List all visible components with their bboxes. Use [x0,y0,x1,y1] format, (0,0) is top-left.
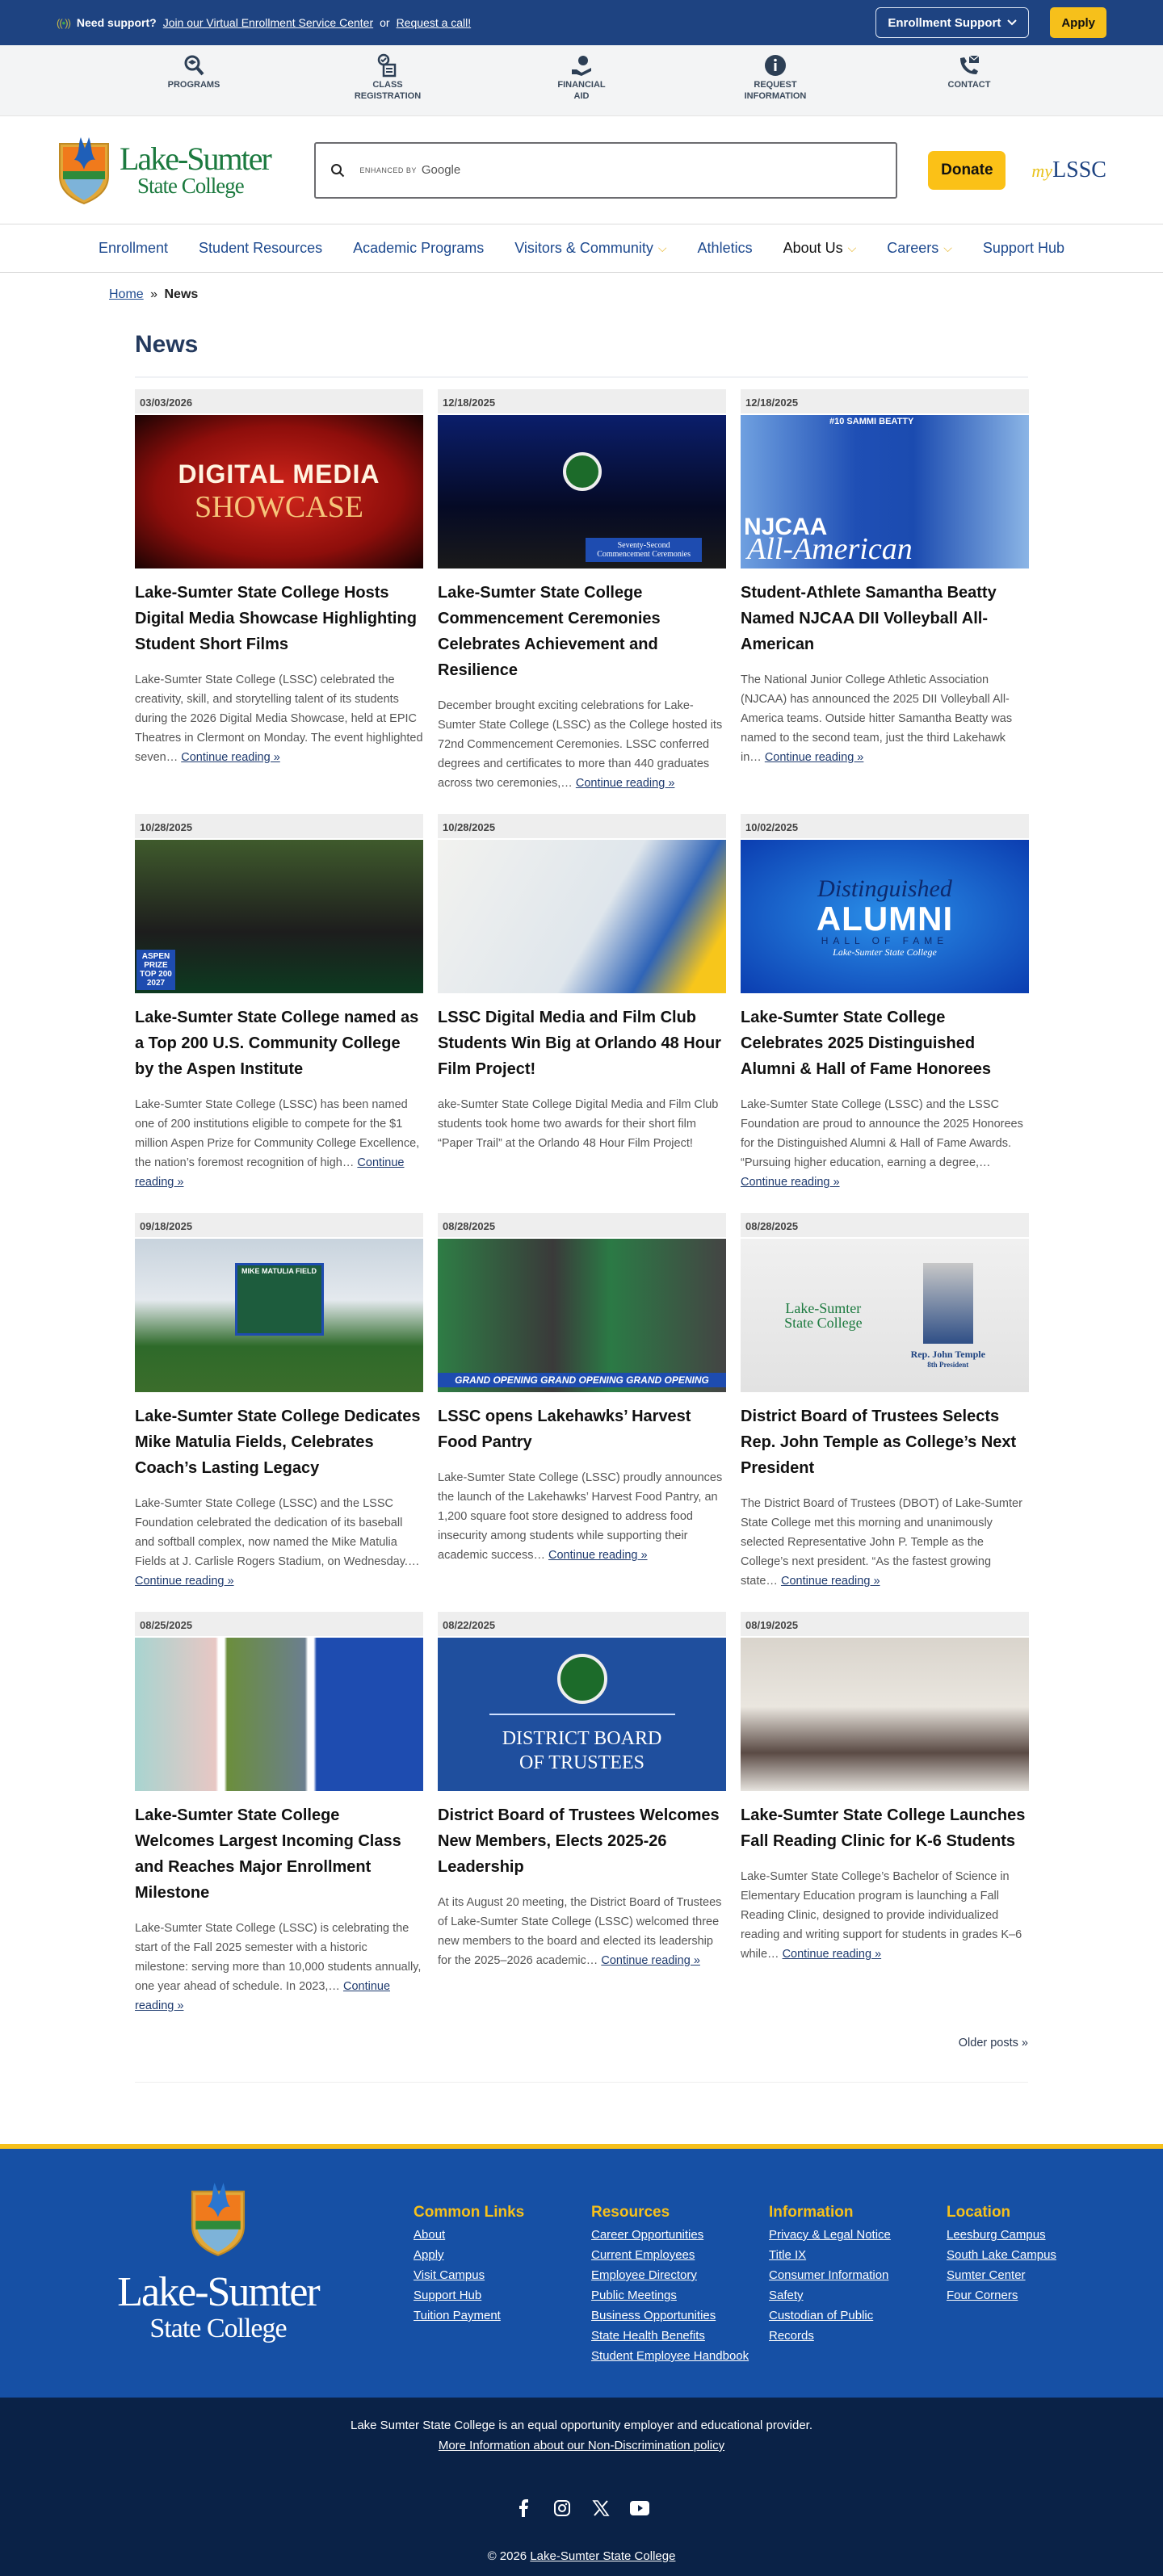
donate-button[interactable]: Donate [928,151,1006,190]
post-image[interactable] [741,1239,1029,1392]
post-excerpt [135,1095,423,1192]
enrollment-support-dropdown[interactable] [875,7,1029,38]
news-card [438,1612,726,2037]
post-excerpt [438,1468,726,1565]
continue-reading-link[interactable]: Continue reading » [181,751,280,764]
post-excerpt [135,1494,423,1591]
college-seal-icon [557,1654,607,1704]
search-icon [330,163,345,178]
copyright-link[interactable]: Lake-Sumter State College [530,2549,676,2563]
support-or: or [380,16,390,29]
image-text: DIGITAL MEDIA [178,459,380,489]
post-image[interactable] [438,1239,726,1392]
main-content [109,302,1054,2083]
phone-mail-icon [957,53,981,78]
quick-link-label: CONTACT [947,80,991,90]
post-excerpt [135,670,423,767]
image-text: GRAND OPENING GRAND OPENING GRAND OPENING [438,1373,726,1387]
post-date: 08/28/2025 [741,1213,1029,1239]
site-footer [0,2144,1163,2398]
virtual-enrollment-link[interactable]: Join our Virtual Enrollment Service Center [162,16,374,29]
footer-heading: Common Links [414,2204,525,2221]
nav-label: Academic Programs [353,240,485,256]
post-image[interactable] [741,1638,1029,1791]
mylssc-lssc: LSSC [1052,157,1106,183]
continue-reading-link[interactable]: Continue reading » [741,1176,840,1189]
logo-line-1: Lake-Sumter [120,141,271,177]
continue-reading-link[interactable]: Continue reading » [575,777,675,790]
post-excerpt [438,1095,726,1153]
nav-label: Athletics [697,240,753,256]
excerpt-text: The National Junior College Athletic Association (NJCAA) has announced the 2025 DII Volleyball All-America teams. Outside hitter Samantha Beatty was named to the second team, just the third Lakehawk in… [741,673,1013,764]
support-message [57,16,471,29]
excerpt-text: ake-Sumter State College Digital Media and Film Club students took home two awards for their short film “Paper Trail” at the Orlando 48 Hour Film Project! [438,1098,719,1150]
nav-label: Careers [887,240,939,256]
copyright [0,2549,1163,2563]
footer-col-common-links [414,2204,591,2398]
image-text: NJCAA [744,514,828,540]
support-lead: Need support? [76,16,157,29]
nav-label: Support Hub [982,240,1064,256]
news-card [741,1213,1029,1612]
excerpt-text: The District Board of Trustees (DBOT) of Lake-Sumter State College met this morning and unanimously selected Representative John P. Temple as the College’s next president. “As the fastest growing state… [741,1497,1022,1588]
portrait-photo [923,1263,973,1344]
footer-link[interactable]: Safety [769,2289,804,2302]
logo-line-2: State College [137,174,244,198]
post-excerpt [438,696,726,793]
footer-heading: Information [769,2204,854,2221]
aspen-prize-badge [136,950,175,990]
search-enhanced-label: ENHANCED BY [359,166,417,174]
footer-bottom [0,2398,1163,2576]
post-image[interactable] [741,415,1029,568]
post-image[interactable] [438,1638,726,1791]
excerpt-text: Lake-Sumter State College (LSSC) has been named one of 200 institutions eligible to compete for the $1 million Aspen Prize for Community College Excellence, the nation’s foremost recognition of high… [135,1098,420,1169]
image-text: #10 SAMMI BEATTY [829,417,914,426]
post-image[interactable] [135,840,423,993]
continue-reading-link[interactable]: Continue reading » [764,751,864,764]
image-text: Commencement Ceremonies [597,550,691,559]
search-grad-cap-icon [182,53,206,78]
image-text: State College [784,1315,863,1331]
quick-link-request-information[interactable] [678,45,872,115]
post-title[interactable]: Lake-Sumter State College Hosts Digital Media Showcase Highlighting Student Short Films [135,584,417,653]
instagram-icon[interactable] [552,2498,573,2519]
breadcrumb [0,273,1163,302]
quick-link-label: REGISTRATION [354,91,422,101]
news-card [438,389,726,814]
excerpt-text: At its August 20 meeting, the District Board of Trustees of Lake-Sumter State College (LSSC) welcomed three new members to the board and elected its leadership for the 2025–2026 academic… [438,1896,722,1967]
continue-reading-link[interactable]: Continue reading » [548,1549,648,1562]
continue-reading-link[interactable]: Continue reading » [601,1954,700,1967]
scoreboard [235,1263,324,1336]
broadcast-icon: ((•)) [57,16,70,29]
post-date: 10/28/2025 [438,814,726,840]
excerpt-text: Lake-Sumter State College (LSSC) proudly announces the launch of the Lakehawks’ Harvest Food Pantry, an 1,200 square foot store designed to address food insecurity among students while supporting their academic success… [438,1471,723,1562]
footer-link[interactable]: Leesburg Campus [947,2228,1046,2242]
footer-link[interactable]: Student Employee Handbook [591,2349,749,2363]
post-excerpt [438,1893,726,1970]
post-date: 12/18/2025 [438,389,726,415]
excerpt-text: Lake-Sumter State College (LSSC) and the LSSC Foundation celebrated the dedication of its baseball and softball complex, now named the Mike Matulia Fields at J. Carlisle Rogers Stadium, on Wednesday.… [135,1497,420,1568]
nav-about-us[interactable] [783,240,857,257]
news-card [135,1612,423,2037]
main-nav [0,224,1163,273]
footer-col-information [769,2204,947,2398]
news-card [135,1213,423,1612]
portrait-block [911,1263,985,1369]
footer-link[interactable]: South Lake Campus [947,2248,1056,2262]
footer-link[interactable]: Custodian of Public [769,2309,874,2322]
post-title[interactable]: LSSC opens Lakehawks’ Harvest Food Pantry [438,1408,691,1451]
post-title[interactable]: District Board of Trustees Welcomes New Members, Elects 2025-26 Leadership [438,1806,720,1876]
continue-reading-link[interactable]: Continue reading » [782,1948,882,1961]
post-date: 10/02/2025 [741,814,1029,840]
image-text: HALL OF FAME [821,934,949,946]
post-excerpt [741,670,1029,767]
image-text: Rep. John Temple [910,1348,985,1360]
post-image[interactable] [135,1638,423,1791]
post-title[interactable]: Lake-Sumter State College named as a Top 200 U.S. Community College by the Aspen Institute [135,1009,419,1078]
footer-logo-line-1: Lake-Sumter [117,2269,319,2315]
chevron-down-icon: ⌵ [943,241,952,254]
older-posts-link[interactable]: Older posts » [958,2037,1028,2049]
news-card [741,389,1029,814]
continue-reading-link[interactable]: Continue reading » [135,1575,234,1588]
nav-visitors-community[interactable] [514,240,666,257]
youtube-icon[interactable] [629,2498,650,2519]
footer-col-location [947,2204,1124,2398]
continue-reading-link[interactable]: Continue reading » [135,1980,391,2012]
image-text: All-American [747,532,913,566]
quick-link-label: REQUEST [754,80,797,90]
news-card [135,389,423,814]
search-input[interactable] [475,164,881,177]
footer-link[interactable]: Public Meetings [591,2289,677,2302]
image-text: Distinguished [817,875,952,902]
excerpt-text: Lake-Sumter State College (LSSC) celebrated the creativity, skill, and storytelling talent of its students during the 2026 Digital Media Showcase, held at EPIC Theatres in Clermont on Monday. The event highlighted seven… [135,673,423,764]
site-header [0,116,1163,224]
pagination [135,2037,1028,2058]
news-grid [135,389,1028,2037]
excerpt-text: Lake-Sumter State College (LSSC) is celebrating the start of the Fall 2025 semester with a historic milestone: serving more than 10,000 students annually, one year ahead of schedule. In 2023,… [135,1922,422,1993]
nav-label: Student Resources [199,240,323,256]
post-excerpt [741,1095,1029,1192]
x-twitter-icon[interactable] [590,2498,611,2519]
excerpt-text: Lake-Sumter State College’s Bachelor of Science in Elementary Education program is launching a Fall Reading Clinic, designed to provide individualized reading and writing support for students in grades K–6 while… [741,1870,1022,1961]
quick-link-label: INFORMATION [744,91,807,101]
footer-link[interactable]: Apply [414,2248,444,2262]
support-bar [0,0,1163,45]
footer-logo-line-2: State College [149,2314,287,2343]
post-title[interactable]: Lake-Sumter State College Welcomes Largest Incoming Class and Reaches Major Enrollment Milestone [135,1806,401,1902]
image-text: ALUMNI [816,899,954,938]
footer-col-resources [591,2204,769,2398]
nav-academic-programs[interactable] [353,240,484,257]
footer-heading: Resources [591,2204,670,2221]
non-discrimination-link[interactable]: More Information about our Non-Discrimination policy [438,2439,725,2452]
site-search[interactable] [314,142,897,199]
post-excerpt [135,1919,423,2016]
post-title[interactable]: Student-Athlete Samantha Beatty Named NJCAA DII Volleyball All-American [741,584,997,653]
quick-links-bar [0,45,1163,116]
footer-link[interactable]: Visit Campus [414,2268,485,2282]
equal-opportunity-statement: Lake Sumter State College is an equal opportunity employer and educational provider. [350,2419,813,2432]
nav-enrollment[interactable] [99,240,168,257]
image-text: Lake-Sumter [785,1300,862,1316]
post-image[interactable] [741,840,1029,993]
checklist-icon [376,53,400,78]
post-date: 12/18/2025 [741,389,1029,415]
post-date: 10/28/2025 [135,814,423,840]
apply-button[interactable]: Apply [1050,7,1106,38]
quick-link-label: CLASS [372,80,403,90]
post-image[interactable] [135,1239,423,1392]
image-text: Seventy-Second [617,541,670,550]
chevron-down-icon: ⌵ [657,241,667,254]
footer-link[interactable]: Privacy & Legal Notice [769,2228,891,2242]
image-text: MIKE MATULIA FIELD [241,1267,317,1275]
divider [489,1714,675,1715]
post-image[interactable] [438,840,726,993]
post-date: 08/22/2025 [438,1612,726,1638]
image-text: OF TRUSTEES [519,1752,644,1773]
footer-columns [414,2204,1124,2398]
request-call-link[interactable]: Request a call! [396,16,472,29]
image-text: ASPEN PRIZE [141,952,170,970]
college-seal-icon [563,452,602,491]
post-date: 08/19/2025 [741,1612,1029,1638]
image-text: 2027 [146,979,166,988]
continue-reading-link[interactable]: Continue reading » [780,1575,880,1588]
quick-link-contact[interactable] [872,45,1066,115]
footer-link[interactable]: Records [769,2329,814,2343]
facebook-icon[interactable] [513,2498,534,2519]
nav-label: About Us [783,240,843,256]
chevron-down-icon [1007,19,1017,26]
post-excerpt [741,1867,1029,1964]
footer-link[interactable]: Tuition Payment [414,2309,501,2322]
post-date: 09/18/2025 [135,1213,423,1239]
footer-link[interactable]: State Health Benefits [591,2329,705,2343]
news-card [438,814,726,1213]
breadcrumb-separator: » [150,287,158,301]
nav-student-resources[interactable] [199,240,322,257]
image-logo-text [784,1301,862,1330]
nav-athletics[interactable] [698,240,753,257]
mylssc-link[interactable] [1031,157,1106,183]
hand-coin-icon [569,53,594,78]
breadcrumb-current: News [164,287,199,301]
post-image[interactable] [438,415,726,568]
post-title[interactable]: LSSC Digital Media and Film Club Students Win Big at Orlando 48 Hour Film Project! [438,1009,721,1078]
image-text: SHOWCASE [194,489,364,524]
site-logo[interactable] [57,134,296,207]
enrollment-support-label: Enrollment Support [888,15,1001,30]
quick-link-financial-aid[interactable] [485,45,678,115]
post-date: 03/03/2026 [135,389,423,415]
nav-label: Enrollment [99,240,169,256]
post-title[interactable]: Lake-Sumter State College Dedicates Mike Matulia Fields, Celebrates Coach’s Lasting Legacy [135,1408,421,1477]
post-title[interactable]: Lake-Sumter State College Launches Fall Reading Clinic for K-6 Students [741,1806,1026,1850]
quick-link-label: PROGRAMS [167,80,220,90]
footer-link[interactable]: Consumer Information [769,2268,889,2282]
post-date: 08/25/2025 [135,1612,423,1638]
footer-link[interactable]: Support Hub [414,2289,482,2302]
quick-link-programs[interactable] [97,45,291,115]
college-crest-icon [184,2181,252,2259]
page-title: News [135,331,1028,378]
post-image[interactable] [135,415,423,568]
image-text: TOP 200 [140,970,172,979]
search-google-label: Google [421,163,461,177]
news-card [741,1612,1029,2037]
footer-link[interactable]: Current Employees [591,2248,695,2262]
footer-link[interactable]: Title IX [769,2248,807,2262]
social-links [0,2498,1163,2519]
post-excerpt [741,1494,1029,1591]
footer-logo[interactable] [57,2181,380,2398]
footer-link[interactable]: Sumter Center [947,2268,1026,2282]
image-banner [586,538,702,562]
image-text: 8th President [927,1360,969,1369]
chevron-down-icon: ⌵ [847,241,857,254]
nav-careers[interactable] [887,240,952,257]
image-text: Lake-Sumter State College [833,946,937,958]
quick-link-label: FINANCIAL [557,80,606,90]
info-icon [763,53,787,78]
footer-heading: Location [947,2204,1011,2221]
footer-link[interactable]: About [414,2228,446,2242]
quick-link-label: AID [573,91,590,101]
footer-link[interactable]: Career Opportunities [591,2228,704,2242]
excerpt-text: Lake-Sumter State College (LSSC) and the LSSC Foundation are proud to announce the 2025 Honorees for the Distinguished Alumni & Hall of Fame Awards. “Pursuing higher education, earning a degree,… [741,1098,1023,1169]
news-card [135,814,423,1213]
news-card [438,1213,726,1612]
quick-link-class-registration[interactable] [291,45,485,115]
breadcrumb-home[interactable]: Home [109,287,144,301]
post-title[interactable]: District Board of Trustees Selects Rep. John Temple as College’s Next President [741,1408,1017,1477]
post-title[interactable]: Lake-Sumter State College Commencement Ceremonies Celebrates Achievement and Resilience [438,584,661,679]
footer-link[interactable]: Employee Directory [591,2268,697,2282]
image-text: DISTRICT BOARD [502,1728,662,1749]
news-card [741,814,1029,1213]
copyright-prefix: © 2026 [487,2549,527,2563]
excerpt-text: December brought exciting celebrations for Lake-Sumter State College (LSSC) as the College hosted its 72nd Commencement Ceremonies. LSSC conferred degrees and certificates to more than 440 graduates across two ceremonies,… [438,699,723,790]
mylssc-my: my [1031,160,1053,181]
continue-reading-link[interactable]: Continue reading » [135,1156,405,1189]
footer-link[interactable]: Four Corners [947,2289,1018,2302]
post-title[interactable]: Lake-Sumter State College Celebrates 2025 Distinguished Alumni & Hall of Fame Honorees [741,1009,992,1078]
logo-wordmark [120,143,271,197]
college-crest-icon [57,134,111,207]
nav-support-hub[interactable] [983,240,1064,257]
nav-label: Visitors & Community [514,240,653,256]
footer-link[interactable]: Business Opportunities [591,2309,716,2322]
post-date: 08/28/2025 [438,1213,726,1239]
